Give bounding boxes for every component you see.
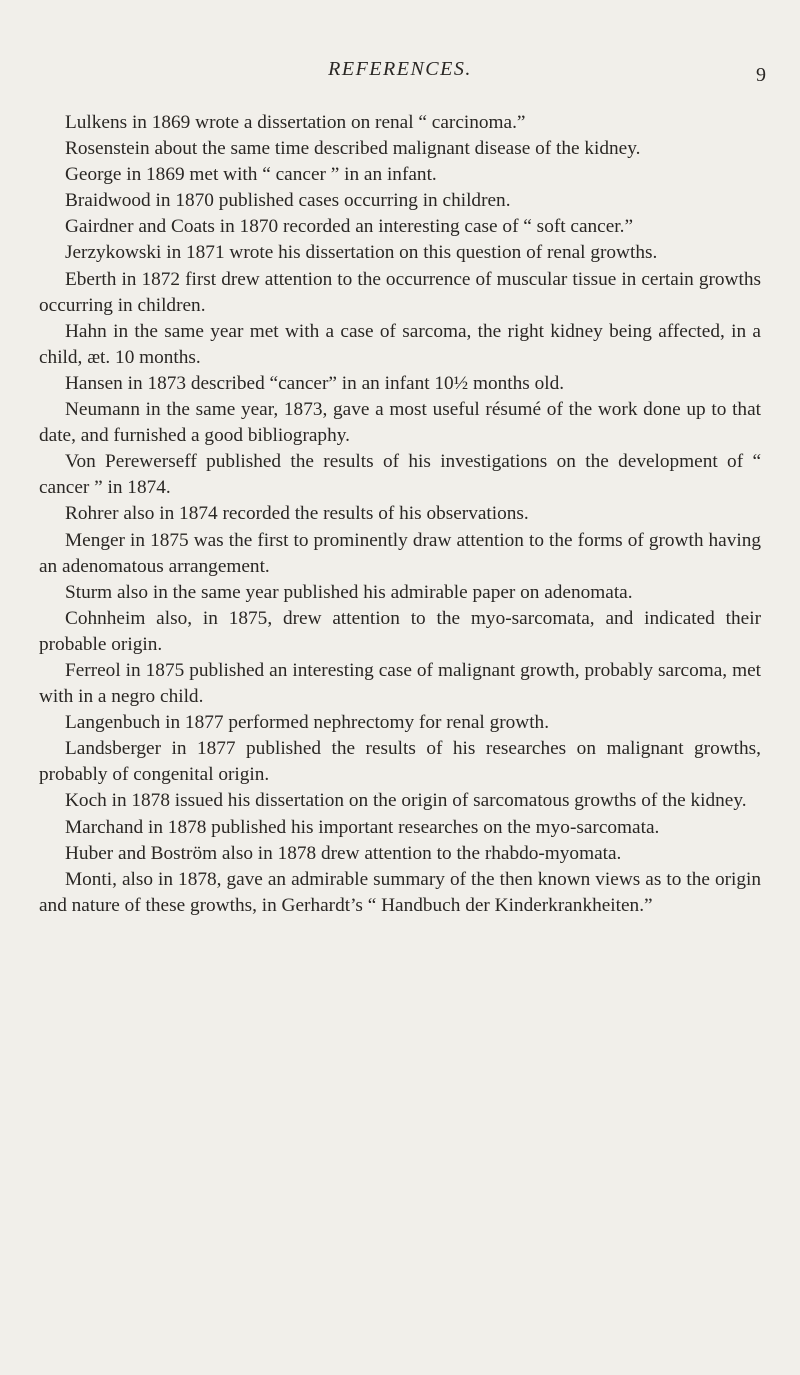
paragraph: Jerzykowski in 1871 wrote his dissertation on this question of renal growths.	[65, 242, 658, 264]
paragraph: Lulkens in 1869 wrote a dissertation on renal “ carcinoma.”	[65, 112, 526, 133]
paragraph: Menger in 1875 was the first to prominently draw attention to the forms of growth having an adenomatous arrangement.	[39, 529, 761, 577]
paragraph: Hahn in the same year met with a case of sarcoma, the right kidney being affected, in a child, æt. 10 months.	[39, 320, 761, 368]
paragraph: Von Perewerseff published the results of his investigations on the development of “ cancer ” in 1874.	[39, 451, 761, 499]
paragraph: Marchand in 1878 published his important researches on the myo-sarcomata.	[65, 816, 660, 838]
paragraph: Monti, also in 1878, gave an admirable summary of the then known views as to the origin and nature of these growths, in Gerhardt’s “ Handbuch der Kinderkrankheiten.”	[39, 868, 761, 916]
paragraph: Eberth in 1872 first drew attention to the occurrence of muscular tissue in certain growths occurring in children.	[39, 268, 761, 316]
paragraph: Gairdner and Coats in 1870 recorded an interesting case of “ soft cancer.”	[65, 216, 634, 238]
paragraph: Neumann in the same year, 1873, gave a most useful résumé of the work done up to that date, and furnished a good bibliography.	[39, 399, 761, 447]
body-text	[39, 110, 761, 919]
paragraph: Braidwood in 1870 published cases occurring in children.	[65, 190, 511, 212]
paragraph: George in 1869 met with “ cancer ” in an infant.	[65, 164, 437, 186]
paragraph: Rohrer also in 1874 recorded the results of his observations.	[65, 503, 529, 525]
paragraph: Rosenstein about the same time described malignant disease of the kidney.	[65, 138, 641, 160]
paragraph: Huber and Boström also in 1878 drew attention to the rhabdo-myomata.	[65, 842, 622, 864]
paragraph: Sturm also in the same year published his admirable paper on adenomata.	[65, 581, 633, 603]
paragraph: Langenbuch in 1877 performed nephrectomy for renal growth.	[65, 712, 550, 734]
paragraph: Hansen in 1873 described “cancer” in an infant 10½ months old.	[65, 372, 565, 394]
paragraph: Ferreol in 1875 published an interesting case of malignant growth, probably sarcoma, met with in a negro child.	[39, 659, 761, 708]
page-number: 9	[756, 64, 766, 86]
paragraph: Koch in 1878 issued his dissertation on the origin of sarcomatous growths of the kidney.	[65, 790, 747, 812]
paragraph: Cohnheim also, in 1875, drew attention to the myo-sarcomata, and indicated their probable origin.	[39, 607, 761, 655]
paragraph: Landsberger in 1877 published the results of his researches on malignant growths, probably of congenital origin.	[39, 738, 761, 786]
running-head: REFERENCES.	[328, 58, 472, 80]
